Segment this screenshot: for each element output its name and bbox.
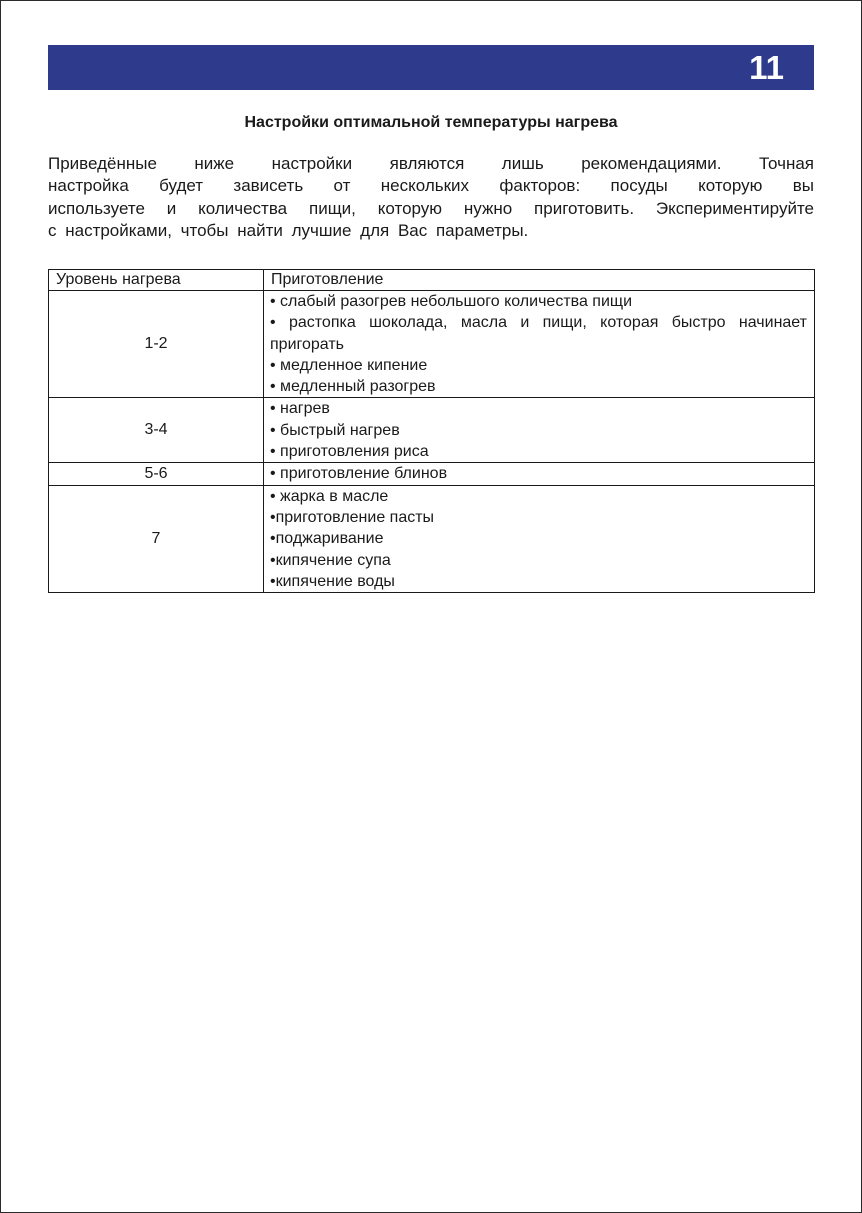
page-title: Настройки оптимальной температуры нагрева	[244, 114, 618, 131]
preparation-item: • быстрый нагрев	[270, 421, 400, 439]
level-cell: 7	[49, 485, 264, 592]
preparation-item: • медленный разогрев	[270, 378, 436, 396]
heat-settings-table	[48, 269, 815, 593]
preparation-item: •приготовление пасты	[270, 508, 435, 526]
header-level: Уровень нагрева	[49, 270, 264, 291]
page-number: 11	[749, 49, 784, 86]
preparation-item: • приготовление блинов	[270, 465, 448, 483]
table-row	[49, 291, 815, 398]
preparation-item: • слабый разогрев небольшого количества пищи	[270, 293, 633, 310]
preparation-cell	[264, 291, 815, 398]
header-bar	[48, 45, 814, 90]
preparation-item: •поджаривание	[270, 530, 384, 548]
preparation-item: • медленное кипение	[270, 356, 428, 374]
level-cell: 3-4	[49, 398, 264, 463]
preparation-cell	[264, 398, 815, 463]
intro-line: Приведённые ниже настройки являются лишь рекомендациями. Точная	[48, 154, 814, 173]
preparation-cell	[264, 485, 815, 592]
table-header-row	[49, 270, 815, 291]
intro-line: используете и количества пищи, которую нужно приготовить. Экспериментируйте	[48, 198, 814, 218]
preparation-item: • растопка шоколада, масла и пищи, которая быстро начинает пригорать	[270, 314, 807, 353]
table-row	[49, 398, 815, 463]
intro-line: настройка будет зависеть от нескольких факторов: посуды которую вы	[48, 176, 814, 196]
intro-line: с настройками, чтобы найти лучшие для Вас параметры.	[48, 220, 529, 240]
header-preparation: Приготовление	[264, 270, 815, 291]
level-cell: 1-2	[49, 291, 264, 398]
preparation-item: • нагрев	[270, 400, 330, 418]
table-row	[49, 463, 815, 485]
intro-paragraph	[48, 153, 814, 242]
table-row	[49, 485, 815, 592]
preparation-item: • приготовления риса	[270, 443, 429, 461]
preparation-item: •кипячение супа	[270, 551, 391, 569]
preparation-item: • жарка в масле	[270, 487, 389, 505]
preparation-item: •кипячение воды	[270, 572, 395, 590]
level-cell: 5-6	[49, 463, 264, 485]
preparation-cell	[264, 463, 815, 485]
